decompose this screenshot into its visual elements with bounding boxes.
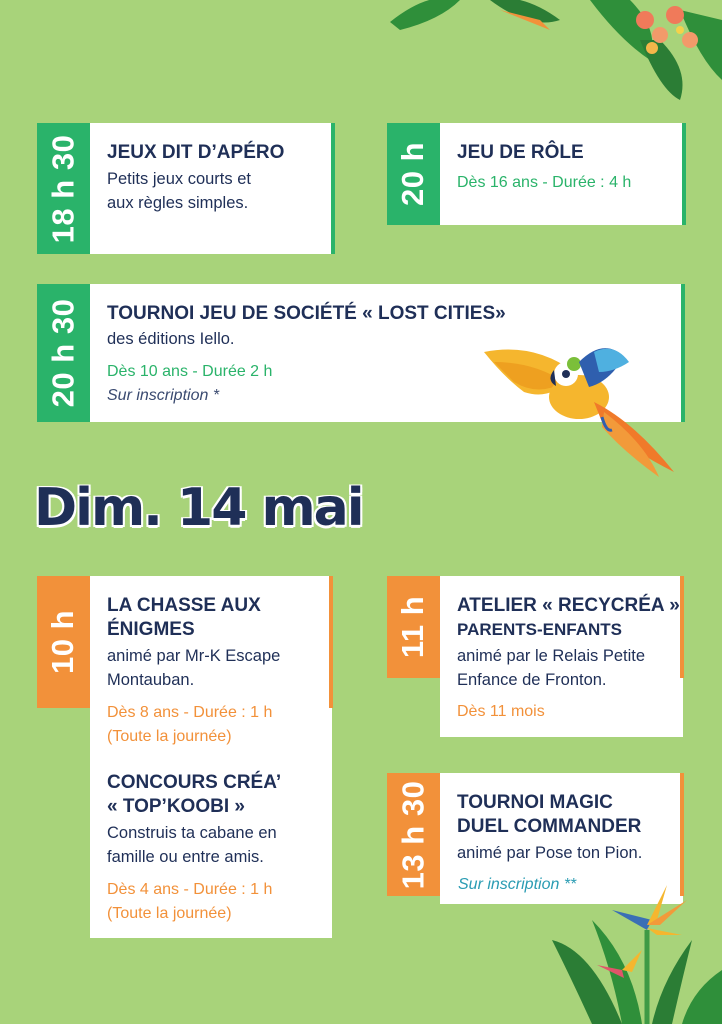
event-time-badge: 18 h 30 (37, 123, 90, 254)
event-description-line: Construis ta cabane en (107, 824, 277, 842)
event-time-badge: 20 h (387, 123, 440, 225)
event-meta: Dès 11 mois (457, 703, 545, 720)
accent-bar (680, 773, 684, 896)
event-title: JEU DE RÔLE (457, 142, 584, 163)
event-time-badge: 11 h (387, 576, 440, 678)
event-title-line: CONCOURS CRÉA’ (107, 772, 282, 793)
event-time-badge: 20 h 30 (37, 284, 90, 422)
event-description-line: animé par le Relais Petite (457, 647, 646, 665)
event-description-line: Enfance de Fronton. (457, 671, 607, 689)
event-meta-line: Dès 4 ans - Durée : 1 h (107, 881, 273, 898)
day-heading: Dim. 14 mai (34, 478, 363, 538)
event-time-badge: 13 h 30 (387, 773, 440, 896)
event-title: TOURNOI JEU DE SOCIÉTÉ « LOST CITIES» (107, 303, 506, 324)
event-meta: Dès 10 ans - Durée 2 h (107, 363, 273, 380)
event-meta: Dès 16 ans - Durée : 4 h (457, 174, 632, 191)
event-description-line: famille ou entre amis. (107, 848, 264, 866)
palm-leaves-icon (390, 0, 722, 110)
event-meta-line: Dès 8 ans - Durée : 1 h (107, 704, 273, 721)
event-meta-line: (Toute la journée) (107, 728, 232, 745)
parrot-icon (484, 342, 679, 478)
event-description: des éditions Iello. (107, 330, 235, 348)
event-description-line: animé par Mr-K Escape (107, 647, 281, 665)
event-description-line: aux règles simples. (107, 194, 249, 212)
bird-of-paradise-flower-icon (552, 880, 722, 1024)
event-title-line: ÉNIGMES (107, 619, 195, 640)
event-title-line: TOURNOI MAGIC (457, 792, 613, 813)
event-title-line: ATELIER « RECYCRÉA » (457, 595, 680, 616)
event-description: animé par Pose ton Pion. (457, 844, 643, 862)
event-meta-line: (Toute la journée) (107, 905, 232, 922)
event-title-line: LA CHASSE AUX (107, 595, 261, 616)
event-description-line: Petits jeux courts et (107, 170, 251, 188)
event-title-line: PARENTS-ENFANTS (457, 620, 622, 639)
registration-note: Sur inscription ** (458, 876, 577, 893)
registration-note: Sur inscription * (107, 387, 220, 404)
event-title: JEUX DIT D’APÉRO (107, 142, 285, 163)
event-title-line: DUEL COMMANDER (457, 816, 642, 837)
event-time-badge: 10 h (37, 576, 90, 708)
accent-bar (329, 576, 333, 708)
event-title-line: « TOP’KOOBI » (107, 796, 245, 817)
accent-bar (680, 576, 684, 678)
event-description-line: Montauban. (107, 671, 195, 689)
